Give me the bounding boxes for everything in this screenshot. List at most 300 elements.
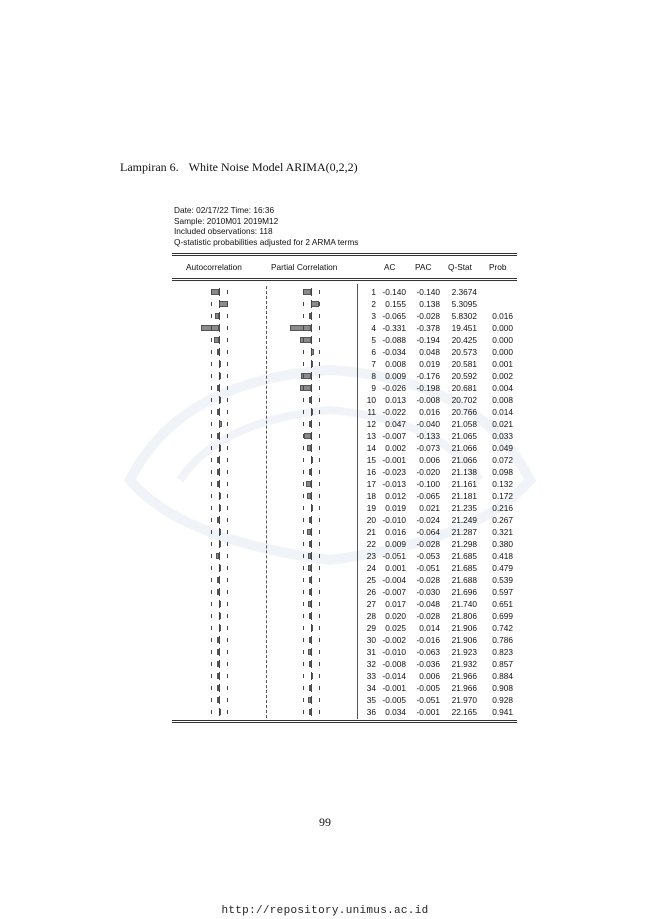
pac-cell: -0.048 xyxy=(416,599,440,609)
prob-cell: 0.000 xyxy=(492,347,513,357)
lag-cell: 16 xyxy=(366,467,376,477)
pac-bar-axis xyxy=(311,612,312,620)
prob-cell: 0.267 xyxy=(492,515,513,525)
ac-cell: -0.023 xyxy=(382,467,406,477)
ac-bar-upper-bound xyxy=(227,386,228,390)
ac-cell: -0.007 xyxy=(382,587,406,597)
pac-bar-lower-bound xyxy=(303,626,304,630)
table-row xyxy=(172,322,517,334)
prob-cell: 0.001 xyxy=(492,359,513,369)
ac-cell: -0.013 xyxy=(382,479,406,489)
lag-cell: 18 xyxy=(366,491,376,501)
pac-cell: -0.051 xyxy=(416,563,440,573)
pac-bar-lower-bound xyxy=(303,530,304,534)
lag-cell: 23 xyxy=(366,551,376,561)
prob-cell: 0.908 xyxy=(492,683,513,693)
ac-bar-upper-bound xyxy=(227,662,228,666)
lag-cell: 9 xyxy=(371,383,376,393)
pac-cell: -0.100 xyxy=(416,479,440,489)
pac-bar-axis xyxy=(311,528,312,536)
qstat-cell: 19.451 xyxy=(451,323,477,333)
prob-cell: 0.884 xyxy=(492,671,513,681)
pac-bar-upper-bound xyxy=(319,374,320,378)
ac-bar-lower-bound xyxy=(211,614,212,618)
ac-cell: 0.019 xyxy=(385,503,406,513)
qstat-cell: 21.966 xyxy=(451,671,477,681)
ac-bar-upper-bound xyxy=(227,326,228,330)
ac-bar-axis xyxy=(219,324,220,332)
prob-cell: 0.597 xyxy=(492,587,513,597)
pac-bar-upper-bound xyxy=(319,494,320,498)
pac-bar-axis xyxy=(311,684,312,692)
lag-cell: 22 xyxy=(366,539,376,549)
table-row xyxy=(172,586,517,598)
pac-bar-upper-bound xyxy=(319,302,320,306)
ac-bar-axis xyxy=(219,300,220,308)
ac-bar-upper-bound xyxy=(227,650,228,654)
ac-cell: -0.004 xyxy=(382,575,406,585)
pac-bar-upper-bound xyxy=(319,566,320,570)
ac-bar-upper-bound xyxy=(227,410,228,414)
pac-bar-axis xyxy=(311,648,312,656)
meta-sample: Sample: 2010M01 2019M12 xyxy=(174,215,279,226)
ac-bar-upper-bound xyxy=(227,350,228,354)
ac-bar-axis xyxy=(219,684,220,692)
table-bottom-rule xyxy=(172,720,517,721)
lag-cell: 14 xyxy=(366,443,376,453)
pac-bar-lower-bound xyxy=(303,650,304,654)
pac-cell: 0.006 xyxy=(419,671,440,681)
ac-bar-axis xyxy=(219,600,220,608)
pac-bar-axis xyxy=(311,300,312,308)
prob-cell: 0.004 xyxy=(492,383,513,393)
pac-bar-upper-bound xyxy=(319,458,320,462)
lag-cell: 3 xyxy=(371,311,376,321)
ac-bar-lower-bound xyxy=(211,578,212,582)
pac-bar-upper-bound xyxy=(319,398,320,402)
pac-bar-upper-bound xyxy=(319,326,320,330)
ac-bar-upper-bound xyxy=(227,698,228,702)
pac-bar-lower-bound xyxy=(303,338,304,342)
ac-bar-axis xyxy=(219,360,220,368)
pac-cell: -0.133 xyxy=(416,431,440,441)
qstat-cell: 20.592 xyxy=(451,371,477,381)
ac-bar-axis xyxy=(219,528,220,536)
ac-bar-lower-bound xyxy=(211,590,212,594)
ac-cell: 0.016 xyxy=(385,527,406,537)
pac-bar-upper-bound xyxy=(319,470,320,474)
table-row xyxy=(172,646,517,658)
table-row xyxy=(172,562,517,574)
pac-bar-axis xyxy=(311,624,312,632)
pac-bar-lower-bound xyxy=(303,662,304,666)
ac-bar-lower-bound xyxy=(211,650,212,654)
header-pac: PAC xyxy=(415,262,432,272)
table-bottom-rule-2 xyxy=(172,722,517,723)
table-row xyxy=(172,706,517,718)
prob-cell: 0.742 xyxy=(492,623,513,633)
lag-cell: 27 xyxy=(366,599,376,609)
ac-bar-lower-bound xyxy=(211,326,212,330)
pac-bar-lower-bound xyxy=(303,482,304,486)
ac-bar-lower-bound xyxy=(211,362,212,366)
pac-bar xyxy=(303,289,311,295)
ac-cell: 0.001 xyxy=(385,563,406,573)
prob-cell: 0.418 xyxy=(492,551,513,561)
pac-cell: -0.198 xyxy=(416,383,440,393)
table-row xyxy=(172,442,517,454)
pac-bar-axis xyxy=(311,480,312,488)
pac-cell: -0.028 xyxy=(416,539,440,549)
header-partial-correlation: Partial Correlation xyxy=(271,262,338,272)
pac-bar-lower-bound xyxy=(303,614,304,618)
lag-cell: 2 xyxy=(371,299,376,309)
ac-bar-lower-bound xyxy=(211,602,212,606)
pac-bar-lower-bound xyxy=(303,554,304,558)
qstat-cell: 21.806 xyxy=(451,611,477,621)
prob-cell: 0.216 xyxy=(492,503,513,513)
qstat-cell: 20.425 xyxy=(451,335,477,345)
pac-bar-axis xyxy=(311,384,312,392)
ac-cell: -0.008 xyxy=(382,659,406,669)
pac-bar-axis xyxy=(311,516,312,524)
ac-bar-axis xyxy=(219,312,220,320)
ac-bar-lower-bound xyxy=(211,314,212,318)
lag-cell: 10 xyxy=(366,395,376,405)
pac-bar-upper-bound xyxy=(319,674,320,678)
ac-cell: 0.009 xyxy=(385,539,406,549)
pac-cell: 0.138 xyxy=(419,299,440,309)
pac-bar-axis xyxy=(311,456,312,464)
ac-cell: -0.010 xyxy=(382,515,406,525)
ac-bar-upper-bound xyxy=(227,470,228,474)
pac-bar-upper-bound xyxy=(319,422,320,426)
ac-bar-axis xyxy=(219,708,220,716)
pac-cell: -0.194 xyxy=(416,335,440,345)
pac-bar-axis xyxy=(311,600,312,608)
lag-cell: 31 xyxy=(366,647,376,657)
lag-cell: 30 xyxy=(366,635,376,645)
ac-bar-axis xyxy=(219,660,220,668)
lag-cell: 21 xyxy=(366,527,376,537)
ac-bar-lower-bound xyxy=(211,554,212,558)
ac-cell: 0.155 xyxy=(385,299,406,309)
prob-cell: 0.000 xyxy=(492,335,513,345)
prob-cell: 0.014 xyxy=(492,407,513,417)
ac-bar-lower-bound xyxy=(211,698,212,702)
header-ac: AC xyxy=(384,262,396,272)
ac-bar-axis xyxy=(219,552,220,560)
pac-bar-axis xyxy=(311,576,312,584)
ac-bar-axis xyxy=(219,624,220,632)
prob-cell: 0.002 xyxy=(492,371,513,381)
header-qstat: Q-Stat xyxy=(448,262,472,272)
lag-cell: 15 xyxy=(366,455,376,465)
ac-bar-axis xyxy=(219,396,220,404)
qstat-cell: 21.696 xyxy=(451,587,477,597)
prob-cell: 0.479 xyxy=(492,563,513,573)
pac-cell: -0.053 xyxy=(416,551,440,561)
lag-cell: 34 xyxy=(366,683,376,693)
table-row xyxy=(172,550,517,562)
pac-bar-upper-bound xyxy=(319,290,320,294)
pac-cell: -0.016 xyxy=(416,635,440,645)
pac-bar-upper-bound xyxy=(319,518,320,522)
ac-bar-axis xyxy=(219,588,220,596)
ac-cell: 0.013 xyxy=(385,395,406,405)
pac-bar-upper-bound xyxy=(319,650,320,654)
ac-bar-lower-bound xyxy=(211,386,212,390)
pac-bar-axis xyxy=(311,396,312,404)
ac-bar-upper-bound xyxy=(227,494,228,498)
pac-bar-lower-bound xyxy=(303,314,304,318)
ac-bar-lower-bound xyxy=(211,410,212,414)
table-row xyxy=(172,502,517,514)
pac-bar-upper-bound xyxy=(319,626,320,630)
pac-cell: -0.051 xyxy=(416,695,440,705)
lag-cell: 24 xyxy=(366,563,376,573)
ac-bar-axis xyxy=(219,696,220,704)
prob-cell: 0.321 xyxy=(492,527,513,537)
page-number: 99 xyxy=(319,815,331,829)
lag-cell: 19 xyxy=(366,503,376,513)
pac-cell: -0.024 xyxy=(416,515,440,525)
table-row xyxy=(172,670,517,682)
pac-bar-axis xyxy=(311,324,312,332)
ac-bar-axis xyxy=(219,540,220,548)
ac-cell: 0.017 xyxy=(385,599,406,609)
ac-bar-axis xyxy=(219,444,220,452)
pac-bar-upper-bound xyxy=(319,338,320,342)
lag-cell: 29 xyxy=(366,623,376,633)
meta-qstat-note: Q-statistic probabilities adjusted for 2 ARMA terms xyxy=(174,236,359,247)
pac-bar-lower-bound xyxy=(303,434,304,438)
pac-bar xyxy=(290,325,311,331)
ac-cell: -0.026 xyxy=(382,383,406,393)
prob-cell: 0.000 xyxy=(492,323,513,333)
pac-bar-upper-bound xyxy=(319,710,320,714)
pac-bar-upper-bound xyxy=(319,410,320,414)
footer-url: http://repository.unimus.ac.id xyxy=(221,905,429,917)
pac-bar-axis xyxy=(311,660,312,668)
pac-cell: -0.064 xyxy=(416,527,440,537)
pac-cell: -0.036 xyxy=(416,659,440,669)
ac-cell: 0.020 xyxy=(385,611,406,621)
pac-bar-axis xyxy=(311,360,312,368)
ac-bar-lower-bound xyxy=(211,518,212,522)
qstat-cell: 21.138 xyxy=(451,467,477,477)
prob-cell: 0.651 xyxy=(492,599,513,609)
table-row xyxy=(172,538,517,550)
pac-bar-lower-bound xyxy=(303,326,304,330)
lag-cell: 20 xyxy=(366,515,376,525)
prob-cell: 0.823 xyxy=(492,647,513,657)
pac-bar-axis xyxy=(311,468,312,476)
correlogram-table xyxy=(172,253,517,725)
ac-bar-axis xyxy=(219,636,220,644)
pac-bar-upper-bound xyxy=(319,698,320,702)
ac-bar-lower-bound xyxy=(211,566,212,570)
ac-bar-upper-bound xyxy=(227,482,228,486)
table-row xyxy=(172,298,517,310)
table-top-rule xyxy=(172,253,517,254)
ac-bar-upper-bound xyxy=(227,638,228,642)
lag-cell: 11 xyxy=(367,407,376,417)
ac-bar-upper-bound xyxy=(227,542,228,546)
pac-bar-lower-bound xyxy=(303,398,304,402)
ac-bar-lower-bound xyxy=(211,542,212,546)
lag-cell: 28 xyxy=(366,611,376,621)
pac-bar-axis xyxy=(311,348,312,356)
lag-cell: 8 xyxy=(371,371,376,381)
pac-bar-upper-bound xyxy=(319,686,320,690)
qstat-cell: 21.058 xyxy=(451,419,477,429)
pac-bar-upper-bound xyxy=(319,602,320,606)
ac-bar-upper-bound xyxy=(227,422,228,426)
table-row xyxy=(172,574,517,586)
appendix-heading xyxy=(120,160,358,175)
ac-bar-axis xyxy=(219,336,220,344)
table-row xyxy=(172,310,517,322)
ac-bar-axis xyxy=(219,492,220,500)
ac-bar-upper-bound xyxy=(227,686,228,690)
pac-bar-lower-bound xyxy=(303,446,304,450)
table-row xyxy=(172,382,517,394)
ac-bar-axis xyxy=(219,288,220,296)
lag-cell: 13 xyxy=(366,431,376,441)
ac-bar-upper-bound xyxy=(227,626,228,630)
qstat-cell: 21.066 xyxy=(451,455,477,465)
ac-bar-lower-bound xyxy=(211,302,212,306)
ac-cell: 0.047 xyxy=(385,419,406,429)
pac-bar-axis xyxy=(311,696,312,704)
qstat-cell: 2.3674 xyxy=(451,287,477,297)
table-row xyxy=(172,514,517,526)
pac-cell: 0.021 xyxy=(419,503,440,513)
qstat-cell: 21.923 xyxy=(451,647,477,657)
pac-bar-lower-bound xyxy=(303,674,304,678)
qstat-cell: 20.581 xyxy=(451,359,477,369)
pac-cell: 0.016 xyxy=(419,407,440,417)
pac-cell: -0.378 xyxy=(416,323,440,333)
prob-cell: 0.098 xyxy=(492,467,513,477)
ac-bar-axis xyxy=(219,384,220,392)
lag-cell: 6 xyxy=(371,347,376,357)
header-prob: Prob xyxy=(489,262,507,272)
ac-bar-upper-bound xyxy=(227,554,228,558)
ac-cell: 0.009 xyxy=(385,371,406,381)
pac-bar-axis xyxy=(311,312,312,320)
prob-cell: 0.941 xyxy=(492,707,513,717)
qstat-cell: 5.8302 xyxy=(451,311,477,321)
pac-cell: 0.019 xyxy=(419,359,440,369)
ac-bar-upper-bound xyxy=(227,590,228,594)
ac-bar-axis xyxy=(219,456,220,464)
table-row xyxy=(172,526,517,538)
qstat-cell: 21.906 xyxy=(451,635,477,645)
pac-cell: -0.028 xyxy=(416,311,440,321)
pac-bar-axis xyxy=(311,504,312,512)
pac-cell: 0.006 xyxy=(419,455,440,465)
pac-bar-upper-bound xyxy=(319,314,320,318)
prob-cell: 0.072 xyxy=(492,455,513,465)
table-row xyxy=(172,466,517,478)
pac-bar-upper-bound xyxy=(319,554,320,558)
pac-bar-upper-bound xyxy=(319,638,320,642)
pac-cell: -0.030 xyxy=(416,587,440,597)
ac-cell: -0.140 xyxy=(382,287,406,297)
ac-cell: 0.008 xyxy=(385,359,406,369)
ac-bar-lower-bound xyxy=(211,374,212,378)
pac-bar-axis xyxy=(311,588,312,596)
pac-bar-lower-bound xyxy=(303,506,304,510)
qstat-cell: 20.766 xyxy=(451,407,477,417)
ac-bar-axis xyxy=(219,480,220,488)
ac-bar-lower-bound xyxy=(211,626,212,630)
qstat-cell: 21.287 xyxy=(451,527,477,537)
pac-cell: -0.005 xyxy=(416,683,440,693)
qstat-cell: 20.573 xyxy=(451,347,477,357)
qstat-cell: 21.161 xyxy=(451,479,477,489)
ac-cell: -0.014 xyxy=(382,671,406,681)
pac-bar-lower-bound xyxy=(303,698,304,702)
ac-cell: -0.088 xyxy=(382,335,406,345)
ac-bar-upper-bound xyxy=(227,614,228,618)
pac-bar-lower-bound xyxy=(303,374,304,378)
pac-bar-upper-bound xyxy=(319,386,320,390)
pac-bar-lower-bound xyxy=(303,518,304,522)
pac-bar-lower-bound xyxy=(303,542,304,546)
qstat-cell: 21.249 xyxy=(451,515,477,525)
pac-bar-lower-bound xyxy=(303,578,304,582)
appendix-title: White Noise Model ARIMA(0,2,2) xyxy=(188,160,358,174)
lag-cell: 12 xyxy=(366,419,376,429)
ac-cell: -0.007 xyxy=(382,431,406,441)
qstat-cell: 21.906 xyxy=(451,623,477,633)
qstat-cell: 21.685 xyxy=(451,563,477,573)
pac-bar-upper-bound xyxy=(319,662,320,666)
ac-cell: -0.034 xyxy=(382,347,406,357)
ac-bar-axis xyxy=(219,348,220,356)
ac-cell: -0.065 xyxy=(382,311,406,321)
qstat-cell: 21.298 xyxy=(451,539,477,549)
pac-bar xyxy=(300,385,311,391)
pac-bar-lower-bound xyxy=(303,302,304,306)
ac-bar xyxy=(211,289,219,295)
prob-cell: 0.021 xyxy=(492,419,513,429)
ac-bar-lower-bound xyxy=(211,710,212,714)
ac-bar-axis xyxy=(219,612,220,620)
pac-bar-axis xyxy=(311,432,312,440)
ac-cell: -0.001 xyxy=(382,683,406,693)
prob-cell: 0.699 xyxy=(492,611,513,621)
ac-cell: -0.005 xyxy=(382,695,406,705)
ac-bar-axis xyxy=(219,564,220,572)
ac-bar-lower-bound xyxy=(211,458,212,462)
table-row xyxy=(172,634,517,646)
pac-cell: -0.020 xyxy=(416,467,440,477)
header-autocorrelation: Autocorrelation xyxy=(186,262,242,272)
meta-date-time: Date: 02/17/22 Time: 16:36 xyxy=(174,205,275,215)
table-row xyxy=(172,286,517,298)
ac-bar-upper-bound xyxy=(227,566,228,570)
lag-cell: 5 xyxy=(371,335,376,345)
lag-cell: 33 xyxy=(366,671,376,681)
ac-bar-axis xyxy=(219,672,220,680)
ac-bar-lower-bound xyxy=(211,350,212,354)
qstat-cell: 21.065 xyxy=(451,431,477,441)
ac-bar-lower-bound xyxy=(211,482,212,486)
